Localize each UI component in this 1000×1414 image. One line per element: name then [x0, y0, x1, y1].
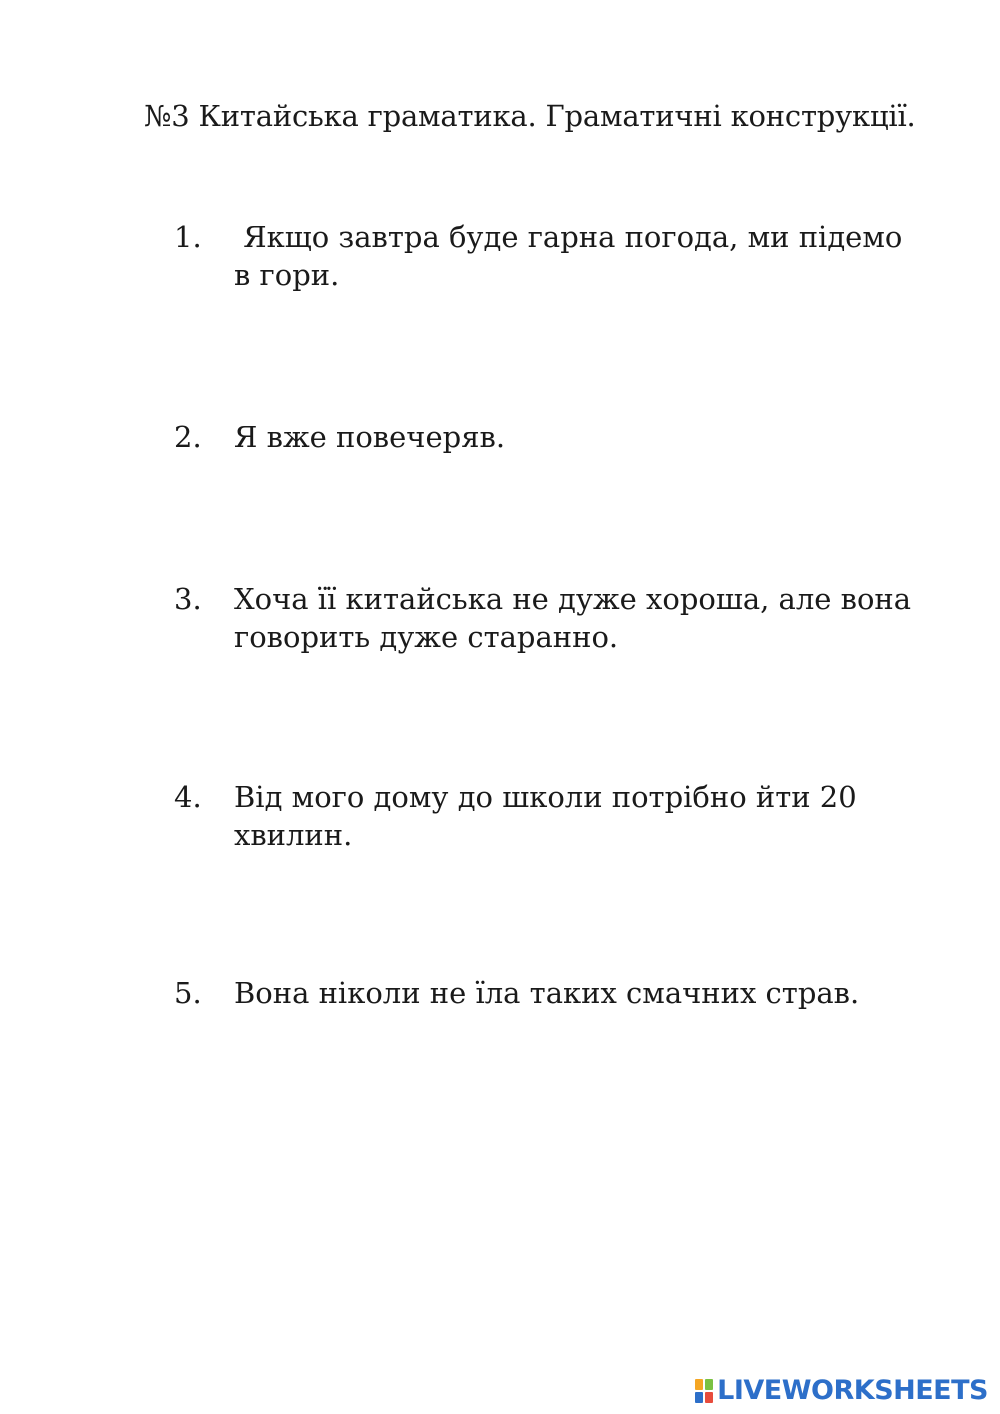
- logo-square: [705, 1392, 713, 1403]
- item-text: Вона ніколи не їла таких смачних страв.: [234, 976, 860, 1010]
- logo-mark-icon: [695, 1379, 713, 1403]
- item-number: 1.: [174, 220, 202, 254]
- logo-text: LIVEWORKSHEETS: [717, 1375, 988, 1406]
- logo-square: [695, 1379, 703, 1390]
- page-title: №3 Китайська граматика. Граматичні конструкції.: [144, 99, 916, 133]
- item-number: 4.: [174, 780, 202, 814]
- list-item: [174, 580, 934, 656]
- list-item: [174, 778, 934, 854]
- liveworksheets-logo: [695, 1376, 988, 1406]
- item-number: 3.: [174, 582, 202, 616]
- item-text: Я вже повечеряв.: [234, 420, 506, 454]
- logo-square: [705, 1379, 713, 1390]
- item-text: Від мого дому до школи потрібно йти 20 хвилин.: [234, 780, 857, 852]
- item-text: Якщо завтра буде гарна погода, ми підемо в гори.: [234, 220, 912, 292]
- logo-square: [695, 1392, 703, 1403]
- item-text: Хоча її китайська не дуже хороша, але вона говорить дуже старанно.: [234, 582, 912, 654]
- item-number: 5.: [174, 976, 202, 1010]
- list-item: [174, 418, 934, 456]
- list-item: [174, 218, 934, 294]
- item-number: 2.: [174, 420, 202, 454]
- list-item: [174, 974, 934, 1012]
